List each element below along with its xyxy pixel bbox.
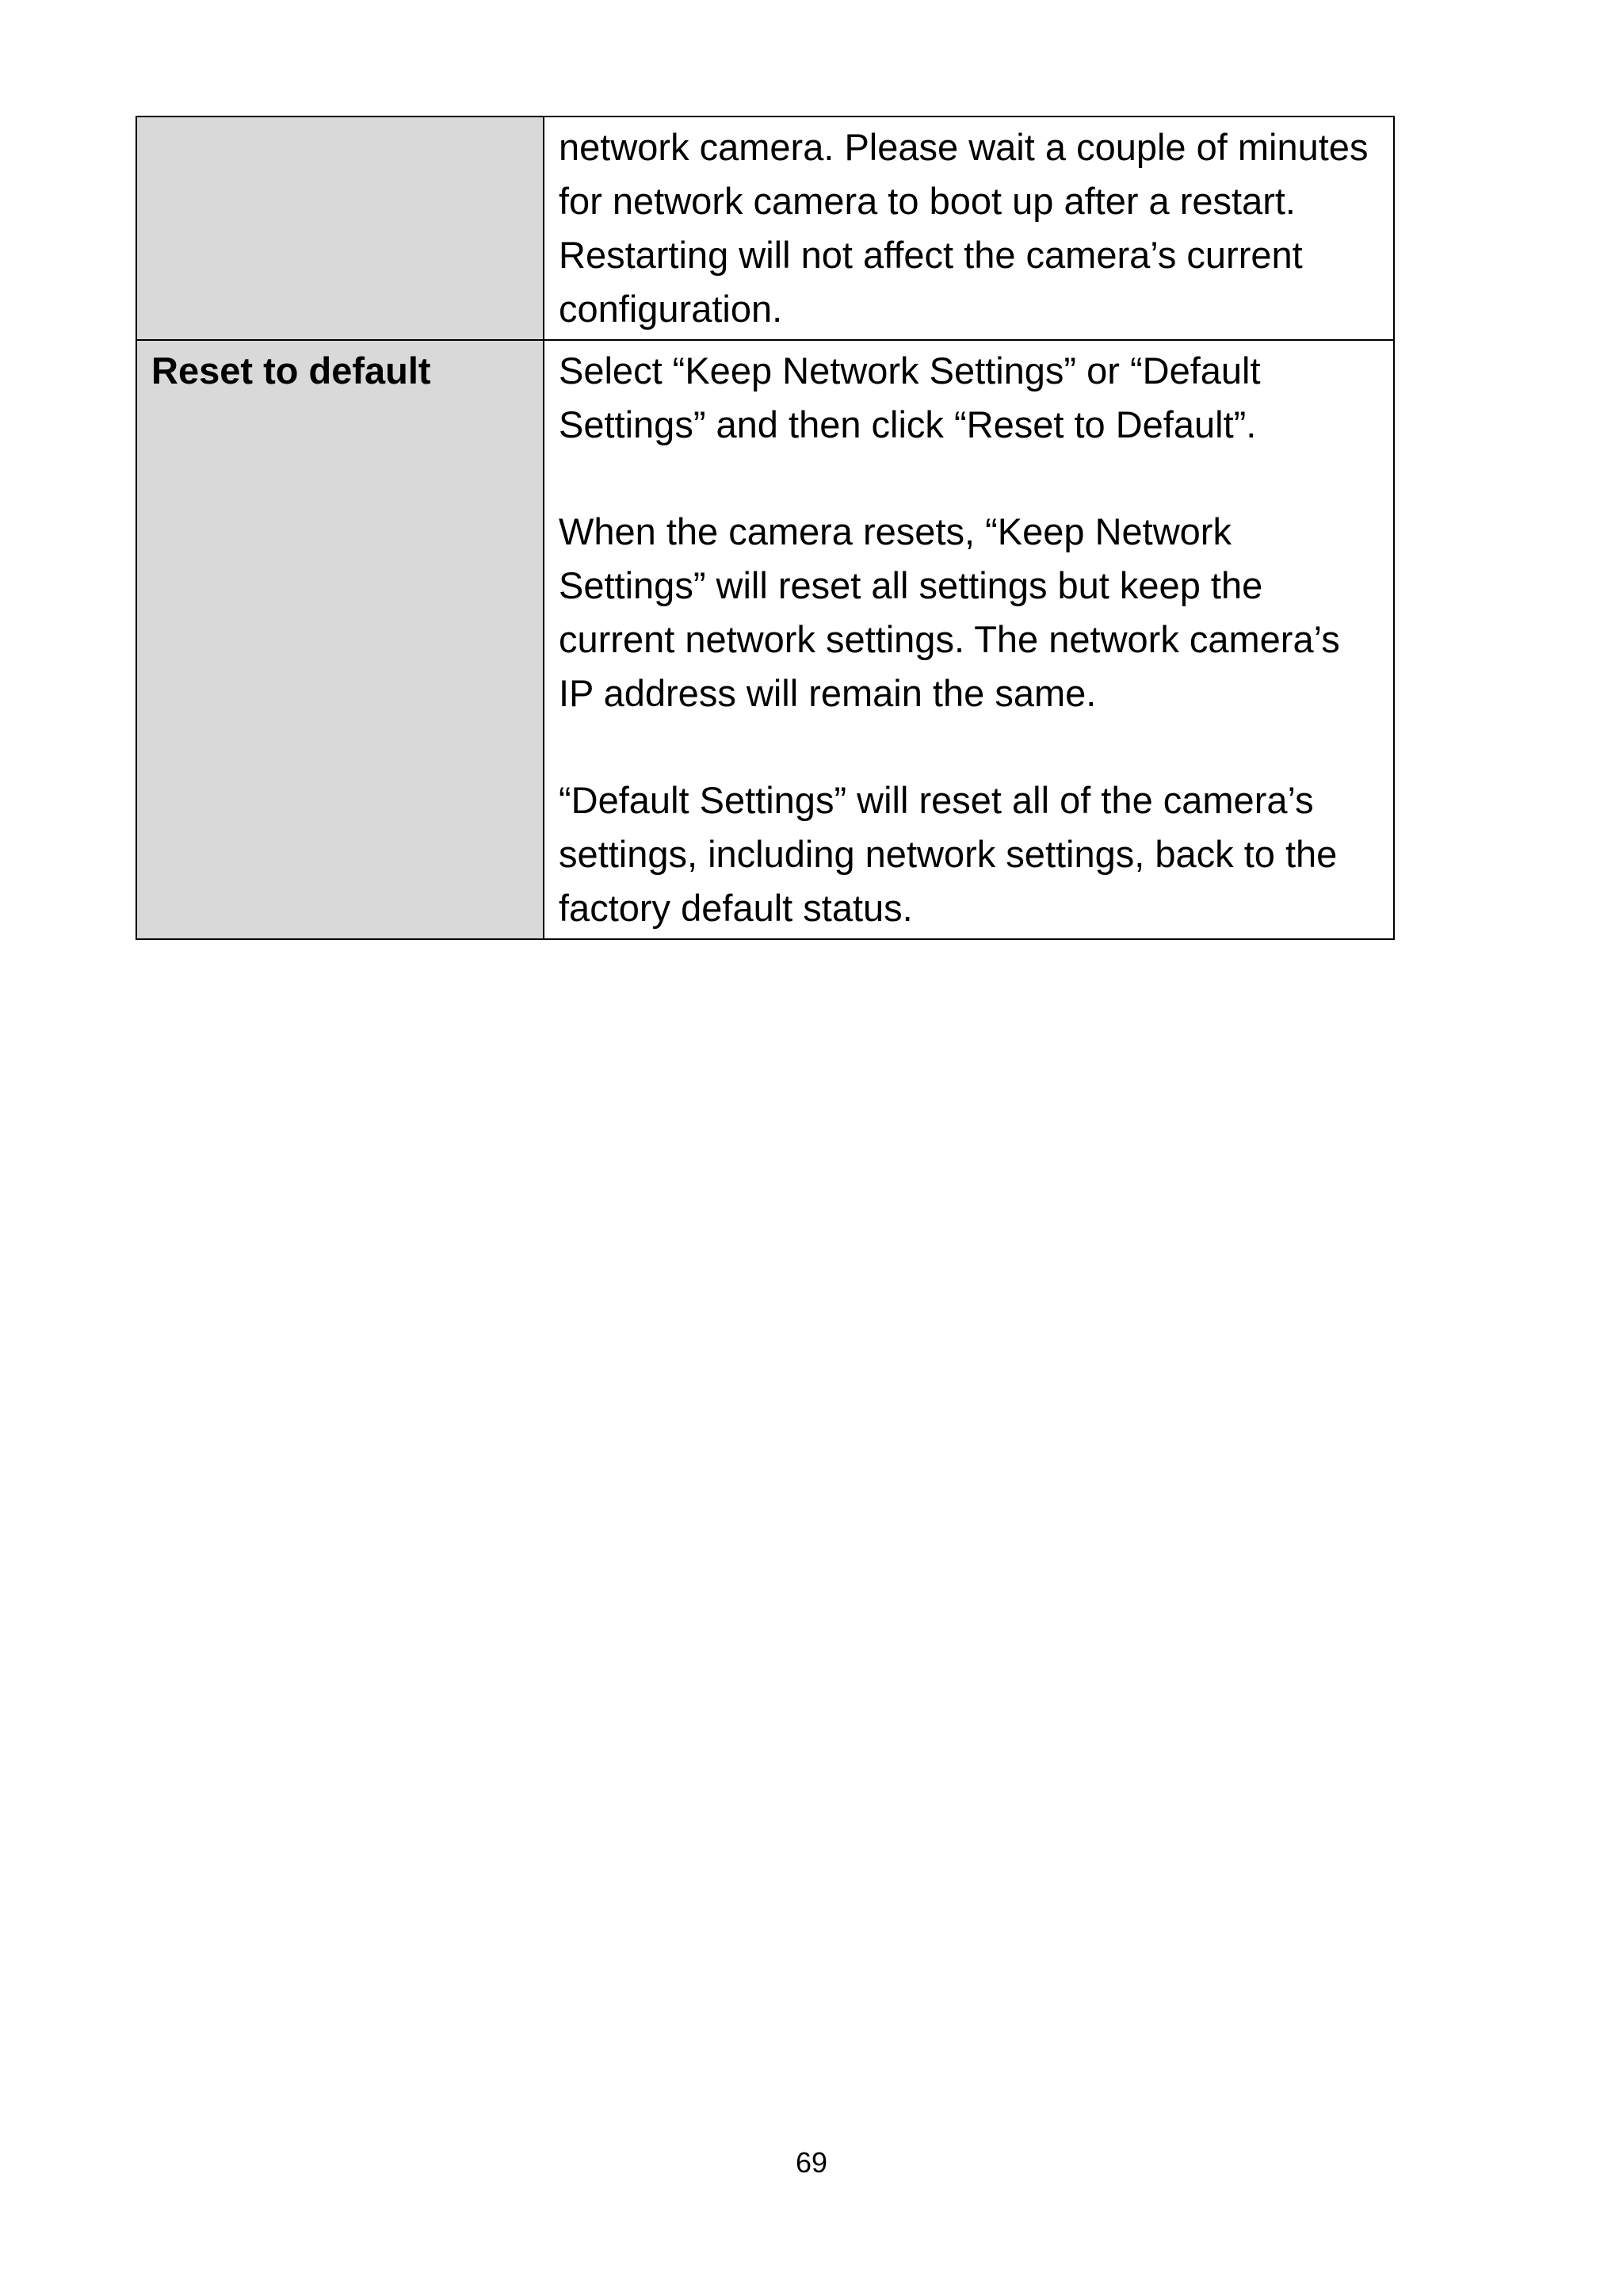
description-paragraph: When the camera resets, “Keep Network Settings” will reset all settings but keep the current network settings. The network camera’s IP address will remain the same.: [559, 510, 1340, 714]
settings-table: [136, 116, 1395, 940]
page-number: 69: [795, 2146, 828, 2179]
description-paragraph: Select “Keep Network Settings” or “Default Settings” and then click “Reset to Default”.: [559, 350, 1261, 445]
row-label-reset-to-default: Reset to default: [136, 340, 544, 939]
row-label: [136, 117, 544, 340]
row-description: [544, 117, 1394, 340]
row-description: [544, 340, 1394, 939]
description-paragraph: “Default Settings” will reset all of the camera’s settings, including network settings, back to the factory default status.: [559, 779, 1338, 929]
table-row: [136, 340, 1394, 939]
description-paragraph: network camera. Please wait a couple of minutes for network camera to boot up after a restart. Restarting will not affect the camera’s current configuration.: [559, 126, 1369, 330]
table-row: [136, 117, 1394, 340]
